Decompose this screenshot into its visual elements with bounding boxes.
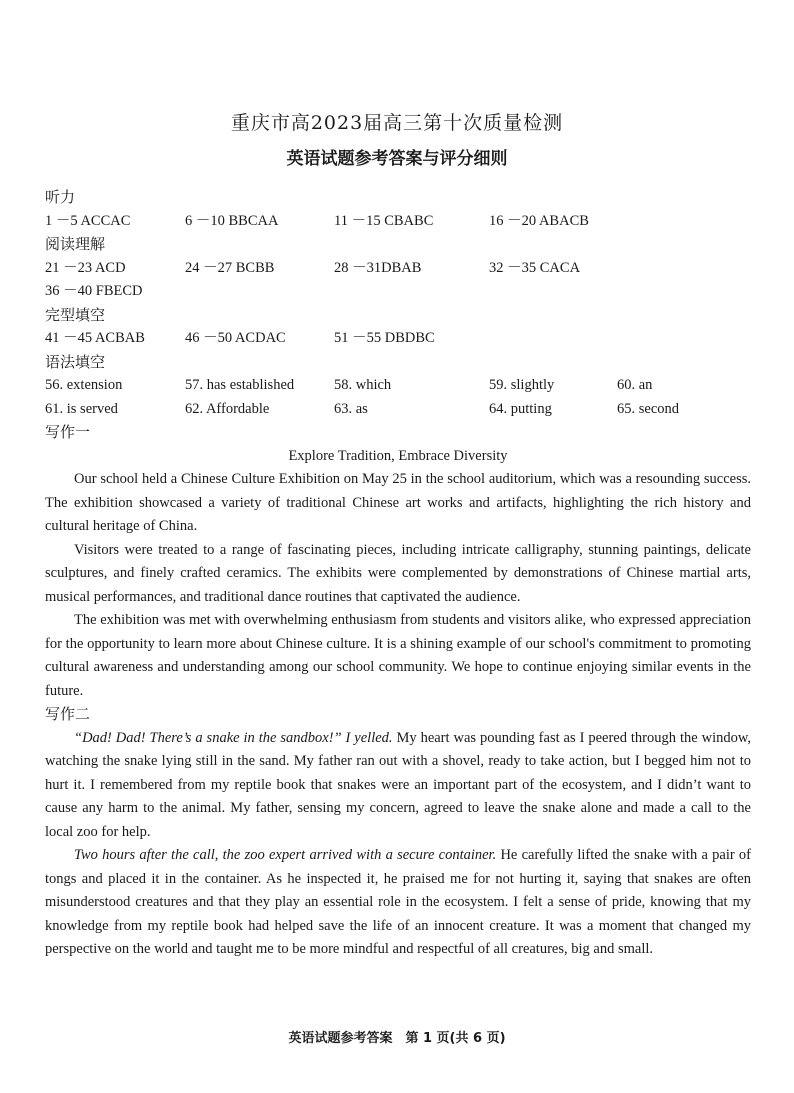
answer-group: 32 －35 CACA [489, 259, 581, 276]
answer-group: 16 －20 ABACB [489, 212, 589, 229]
essay-title: Explore Tradition, Embrace Diversity [288, 447, 508, 464]
answer-row [45, 374, 751, 398]
answer-group: 1 －5 ACCAC [45, 212, 131, 229]
essay-paragraph: Our school held a Chinese Culture Exhibition on May 25 in the school auditorium, which was a resounding success. The exhibition showcased a variety of traditional Chinese art works and artifacts, highlighting the rich history and cultural heritage of China. [45, 471, 751, 534]
grammar-answer: 64. putting [489, 400, 552, 417]
answer-group: 11 －15 CBABC [334, 212, 434, 229]
page-title: 重庆市高2023届高三第十次质量检测 [230, 112, 564, 134]
story-opening-italic: Two hours after the call, the zoo expert arrived with a secure container. [74, 847, 497, 863]
section-label-reading: 阅读理解 [45, 235, 106, 253]
answer-content [45, 186, 751, 962]
answer-row [45, 398, 751, 422]
essay-paragraph: The exhibition was met with overwhelming enthusiasm from students and visitors alike, who expressed appreciation for the opportunity to learn more about Chinese culture. It is a shining example of our school's commitment to promoting cultural awareness and understanding among our school community. We hope to continue enjoying similar events in the future. [45, 612, 751, 699]
story-paragraph [45, 844, 751, 962]
answer-group: 28 －31DBAB [334, 259, 422, 276]
section-label-grammar: 语法填空 [45, 352, 106, 371]
section-label-writing-1: 写作一 [45, 423, 91, 441]
answer-row [45, 280, 751, 304]
page-subtitle: 英语试题参考答案与评分细则 [286, 149, 508, 169]
answer-row [45, 210, 751, 234]
page-footer: 英语试题参考答案 第 1 页(共 6 页) [288, 1031, 506, 1046]
grammar-answer: 57. has established [185, 377, 295, 393]
grammar-answer: 56. extension [45, 377, 123, 393]
grammar-answer: 61. is served [45, 400, 118, 417]
grammar-answer: 59. slightly [489, 377, 555, 393]
answer-row [45, 327, 751, 351]
essay-paragraph: Visitors were treated to a range of fascinating pieces, including intricate calligraphy, stunning paintings, delicate sculptures, and finely crafted ceramics. The exhibits were complemented by demonstrations of Chinese martial arts, musical performances, and traditional dance routines that captivated the audience. [45, 541, 751, 605]
grammar-answer: 60. an [617, 377, 653, 393]
answer-group: 6 －10 BBCAA [185, 212, 279, 229]
answer-group: 36 －40 FBECD [45, 283, 143, 299]
section-label-cloze: 完型填空 [45, 305, 106, 324]
answer-group: 41 －45 ACBAB [45, 330, 145, 346]
answer-group: 46 －50 ACDAC [185, 330, 286, 346]
answer-group: 51 －55 DBDBC [334, 330, 435, 346]
grammar-answer: 62. Affordable [185, 400, 270, 417]
grammar-answer: 58. which [334, 377, 392, 393]
section-label-listening: 听力 [45, 188, 76, 206]
story-text: My heart was pounding fast as I peered through the window, watching the snake lying still in the sand. My father ran out with a shovel, ready to take action, but I begged him not to hurt it. I remembered from my reptile book that snakes were an important part of the ecosystem, and I didn’t want to cause any harm to the animal. My father, sensing my concern, agreed to leave the snake alone and made a call to the local zoo for help. [45, 729, 752, 840]
story-opening-italic: “Dad! Dad! There’s a snake in the sandbox!” I yelled. [74, 729, 393, 746]
answer-group: 21 －23 ACD [45, 259, 126, 276]
section-label-writing-2: 写作二 [45, 705, 91, 723]
answer-row [45, 257, 751, 281]
grammar-answer: 63. as [334, 400, 368, 417]
grammar-answer: 65. second [617, 400, 680, 417]
answer-group: 24 －27 BCBB [185, 259, 275, 276]
story-paragraph [45, 727, 751, 845]
story-text: He carefully lifted the snake with a pair of tongs and placed it in the container. As he inspected it, he praised me for not hurting it, saying that snakes are often misunderstood creatures and that they play an essential role in the ecosystem. I felt a sense of pride, knowing that my knowledge from my reptile book had helped save the life of an innocent creature. It was a moment that changed my perspective on the world and taught me to be more mindful and respectful of all creatures, big and small. [45, 847, 751, 957]
